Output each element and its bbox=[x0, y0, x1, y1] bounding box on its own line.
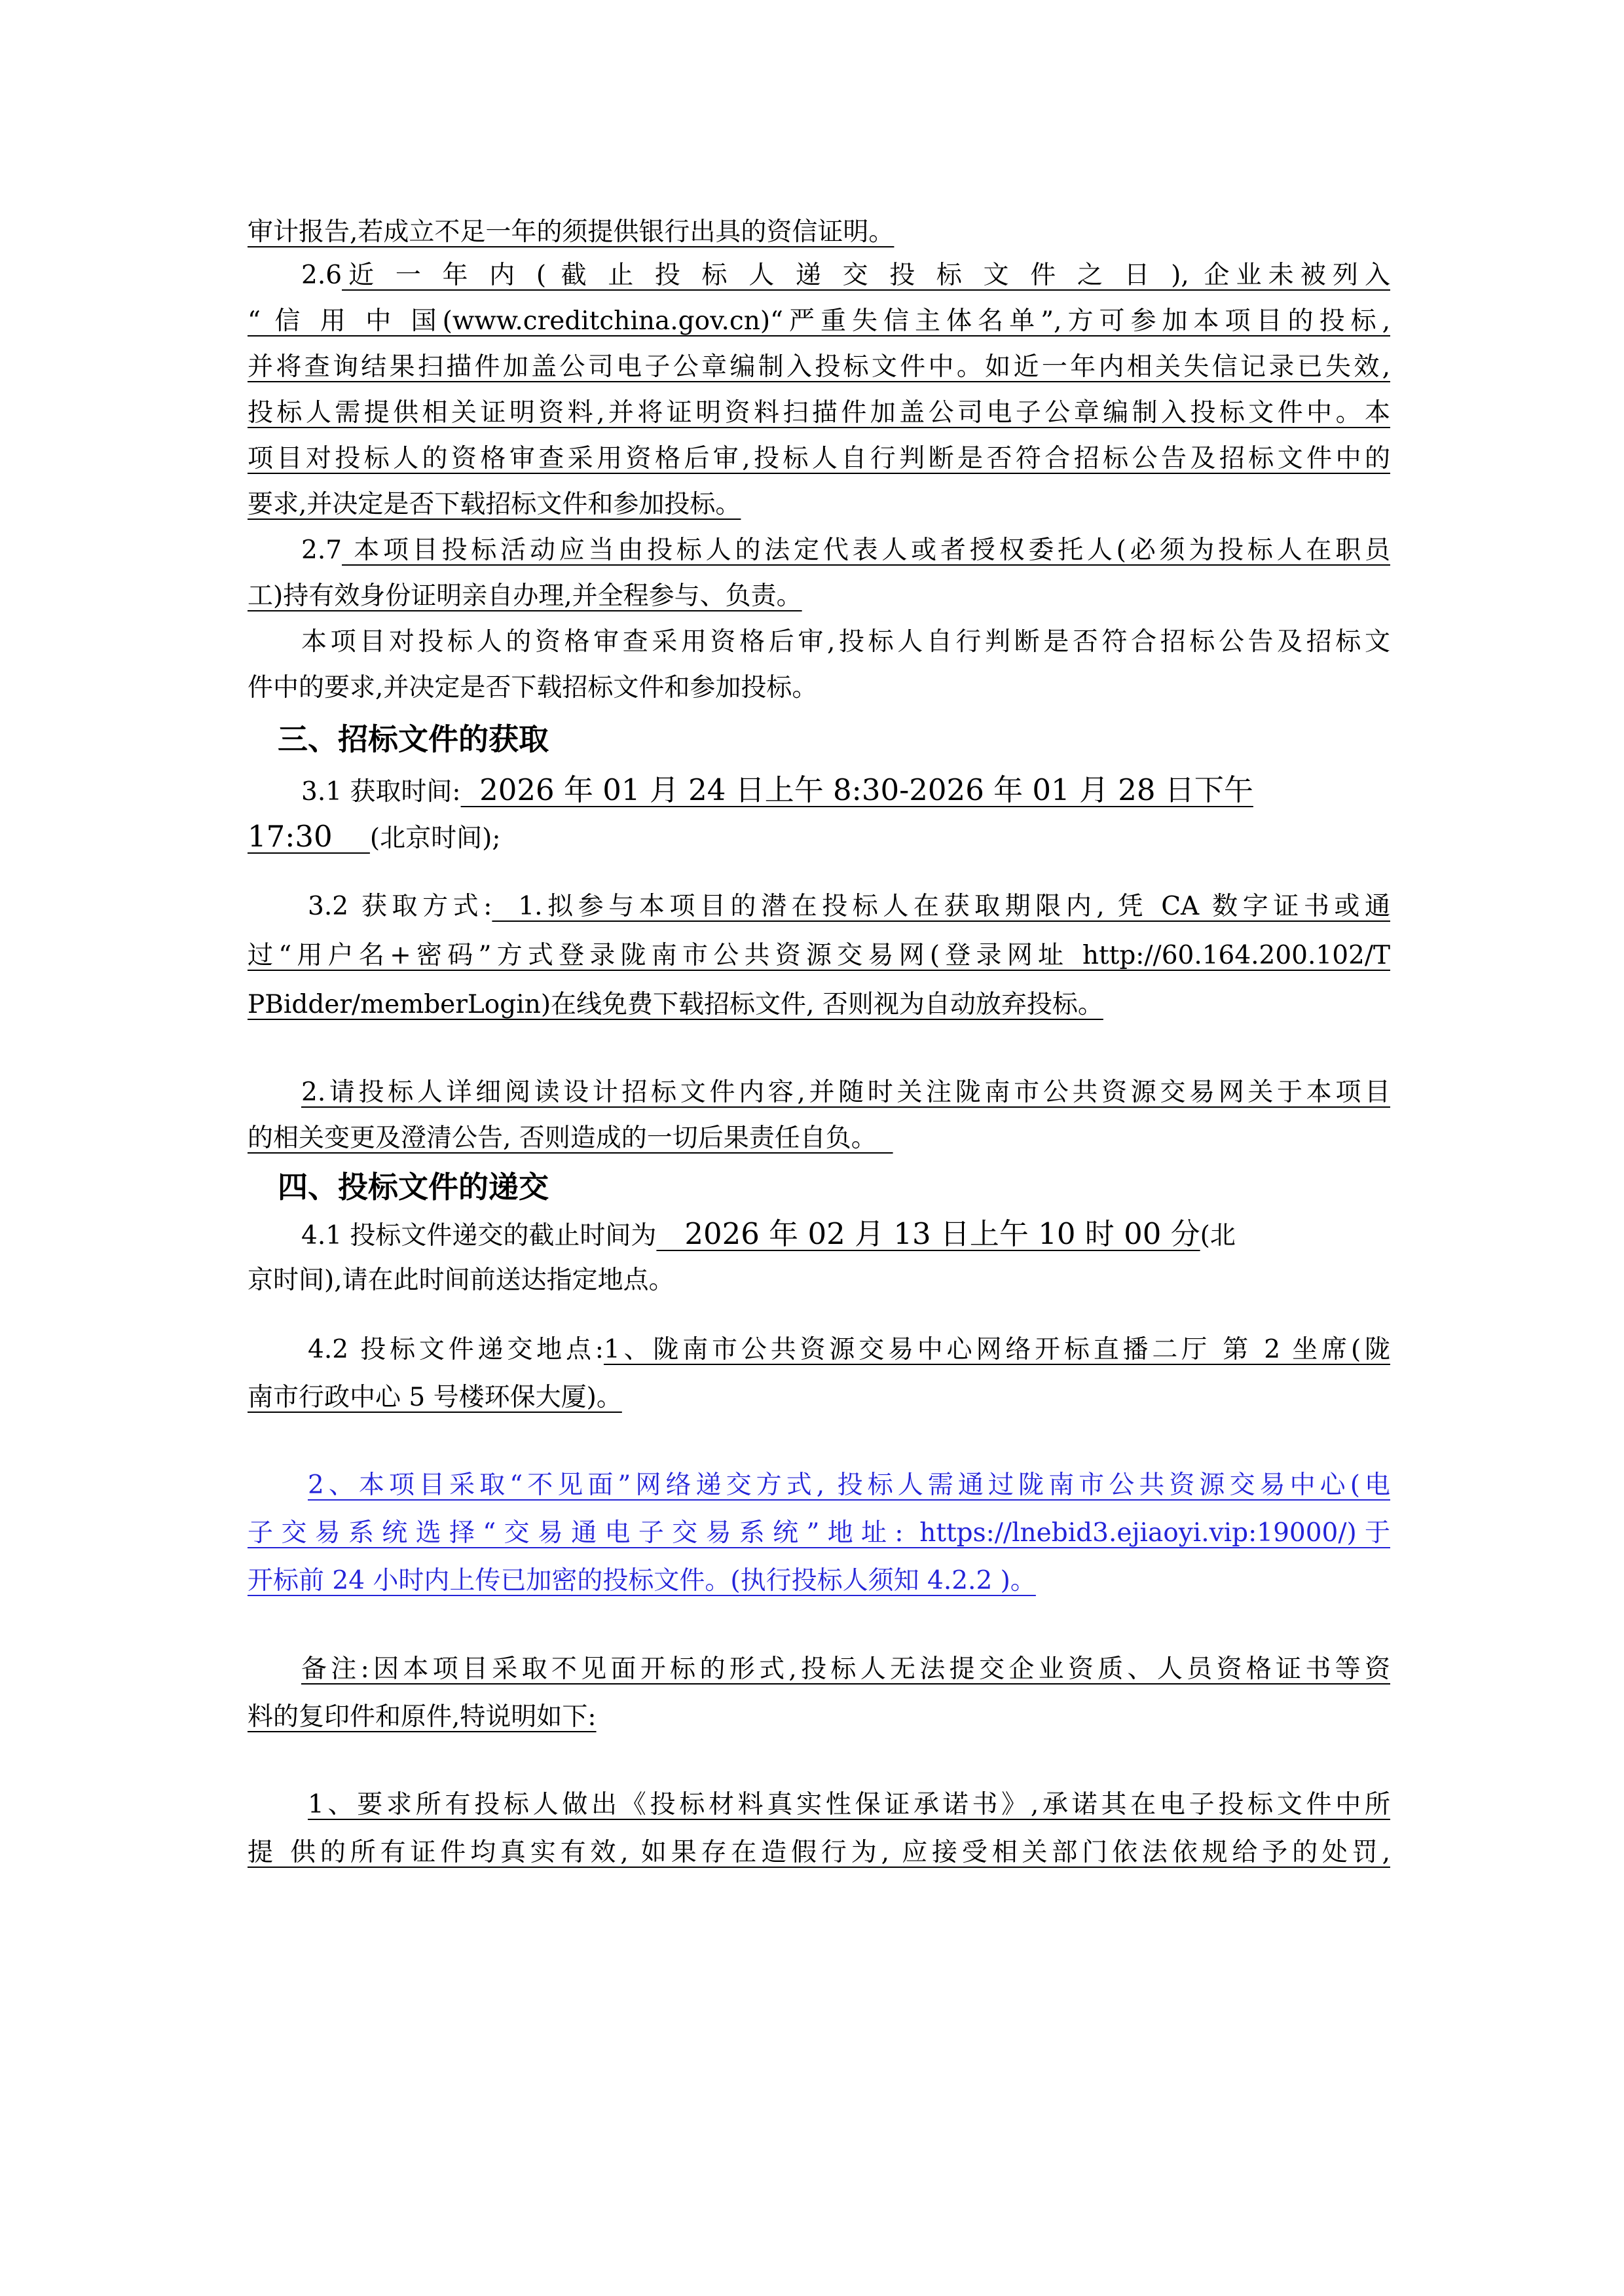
clause-3-1-line-1 bbox=[301, 767, 1390, 813]
clause-4-2-line-1 bbox=[308, 1327, 1390, 1373]
clause-4-1-deadline: 2026 年 02 月 13 日上午 10 时 00 分 bbox=[656, 1216, 1200, 1251]
clause-3-2-text-3: PBidder/memberLogin)在线免费下载招标文件, 否则视为自动放弃投标。 bbox=[248, 990, 1103, 1019]
online-submission-line-1 bbox=[308, 1463, 1390, 1508]
clause-2-7-text-2: 工)持有效身份证明亲自办理,并全程参与、负责。 bbox=[248, 581, 802, 611]
remark-text-1: 备注:因本项目采取不见面开标的形式,投标人无法提交企业资质、人员资格证书等资 bbox=[301, 1654, 1390, 1684]
online-submission-text-1: 2、本项目采取“不见面”网络递交方式, 投标人需通过陇南市公共资源交易中心(电 bbox=[308, 1470, 1390, 1500]
clause-3-2-line-2: 过“用户名+密码”方式登录陇南市公共资源交易网(登录网址 http://60.164.200.102/T bbox=[248, 941, 1390, 970]
clause-2-6-text-1: 近 一 年 内 ( 截 止 投 标 人 递 交 投 标 文 件 之 日 ), 企业未被列入 bbox=[342, 261, 1390, 290]
online-submission-text-3: 开标前 24 小时内上传已加密的投标文件。(执行投标人须知 4.2.2 )。 bbox=[248, 1566, 1036, 1595]
audit-report-line bbox=[248, 210, 1390, 255]
clause-2-6-line-2: “ 信 用 中 国(www.creditchina.gov.cn)“严重失信主体名单”,方可参加本项目的投标, bbox=[248, 306, 1390, 336]
clause-4-1-label: 4.1 投标文件递交的截止时间为 bbox=[301, 1221, 657, 1250]
online-submission-line-2[interactable]: 子交易系统选择“交易通电子交易系统”地址: https://lnebid3.ejiaoyi.vip:19000/)于 bbox=[248, 1518, 1390, 1548]
clause-2-6-line-5: 项目对投标人的资格审查采用资格后审,投标人自行判断是否符合招标公告及招标文件中的 bbox=[248, 444, 1390, 473]
clause-2-6-line-4: 投标人需提供相关证明资料,并将证明资料扫描件加盖公司电子公章编制入投标文件中。本 bbox=[248, 398, 1390, 428]
commitment-text-1: 1、要求所有投标人做出《投标材料真实性保证承诺书》,承诺其在电子投标文件中所 bbox=[308, 1790, 1390, 1819]
commitment-line-1 bbox=[308, 1782, 1390, 1828]
clause-2-7-number: 2.7 bbox=[301, 536, 342, 565]
clause-3-2-label: 3.2 获取方式: bbox=[308, 892, 492, 921]
clause-3-1-line-2 bbox=[248, 814, 1390, 860]
clause-3-2-text-1: 1.拟参与本项目的潜在投标人在获取期限内, 凭 CA 数字证书或通 bbox=[492, 892, 1390, 921]
remark-text-2: 料的复印件和原件,特说明如下: bbox=[248, 1702, 597, 1732]
note-line-2: 件中的要求,并决定是否下载招标文件和参加投标。 bbox=[248, 673, 818, 702]
section-3-heading: 三、招标文件的获取 bbox=[278, 721, 549, 757]
section-4-heading: 四、投标文件的递交 bbox=[278, 1169, 549, 1205]
clause-2-7-line-2 bbox=[248, 574, 1390, 619]
remark-line-1 bbox=[301, 1647, 1390, 1692]
note-line-1: 本项目对投标人的资格审查采用资格后审,投标人自行判断是否符合招标公告及招标文 bbox=[301, 627, 1390, 657]
clause-2-6-line-3: 并将查询结果扫描件加盖公司电子公章编制入投标文件中。如近一年内相关失信记录已失效, bbox=[248, 352, 1390, 382]
clause-4-2-location-2: 南市行政中心 5 号楼环保大厦)。 bbox=[248, 1383, 622, 1412]
clause-2-6-line-6 bbox=[248, 482, 1390, 528]
clause-3-1-time-range: 2026 年 01 月 24 日上午 8:30-2026 年 01 月 28 日下午 bbox=[460, 773, 1253, 807]
online-submission-line-3 bbox=[248, 1558, 1390, 1604]
remark-line-2 bbox=[248, 1694, 1390, 1740]
clause-4-2-line-2 bbox=[248, 1375, 1390, 1421]
commitment-line-2: 提 供的所有证件均真实有效, 如果存在造假行为, 应接受相关部门依法依规给予的处罚, bbox=[248, 1838, 1390, 1867]
clause-2-6-line-1 bbox=[301, 253, 1390, 299]
clause-4-2-label: 4.2 投标文件递交地点: bbox=[308, 1335, 604, 1364]
clause-4-2-location: 1、陇南市公共资源交易中心网络开标直播二厅 第 2 坐席(陇 bbox=[603, 1335, 1390, 1364]
clause-2-7-line-1 bbox=[301, 528, 1390, 574]
clause-3-2-note-line-1 bbox=[301, 1070, 1390, 1116]
clause-3-1-label: 3.1 获取时间: bbox=[301, 777, 461, 807]
clause-3-2-note-text-2: 的相关变更及澄清公告, 否则造成的一切后果责任自负。 bbox=[248, 1123, 893, 1153]
clause-3-2-line-3 bbox=[248, 982, 1390, 1028]
clause-4-1-line-2: 京时间),请在此时间前送达指定地点。 bbox=[248, 1266, 674, 1295]
clause-4-1-suffix: (北 bbox=[1200, 1221, 1236, 1250]
clause-3-2-note-text-1: 2.请投标人详细阅读设计招标文件内容,并随时关注陇南市公共资源交易网关于本项目 bbox=[301, 1078, 1390, 1107]
audit-report-text: 审计报告,若成立不足一年的须提供银行出具的资信证明。 bbox=[248, 217, 895, 247]
clause-3-2-note-line-2 bbox=[248, 1116, 1390, 1161]
clause-2-6-number: 2.6 bbox=[301, 261, 342, 290]
clause-3-1-timezone: (北京时间); bbox=[369, 824, 501, 853]
clause-2-6-text-6: 要求,并决定是否下载招标文件和参加投标。 bbox=[248, 490, 741, 519]
clause-4-1-line-1 bbox=[301, 1211, 1390, 1257]
clause-3-2-line-1 bbox=[308, 884, 1390, 930]
clause-3-1-end-time: 17:30 bbox=[248, 819, 370, 854]
clause-2-7-text-1: 本项目投标活动应当由投标人的法定代表人或者授权委托人(必须为投标人在职员 bbox=[342, 536, 1390, 565]
